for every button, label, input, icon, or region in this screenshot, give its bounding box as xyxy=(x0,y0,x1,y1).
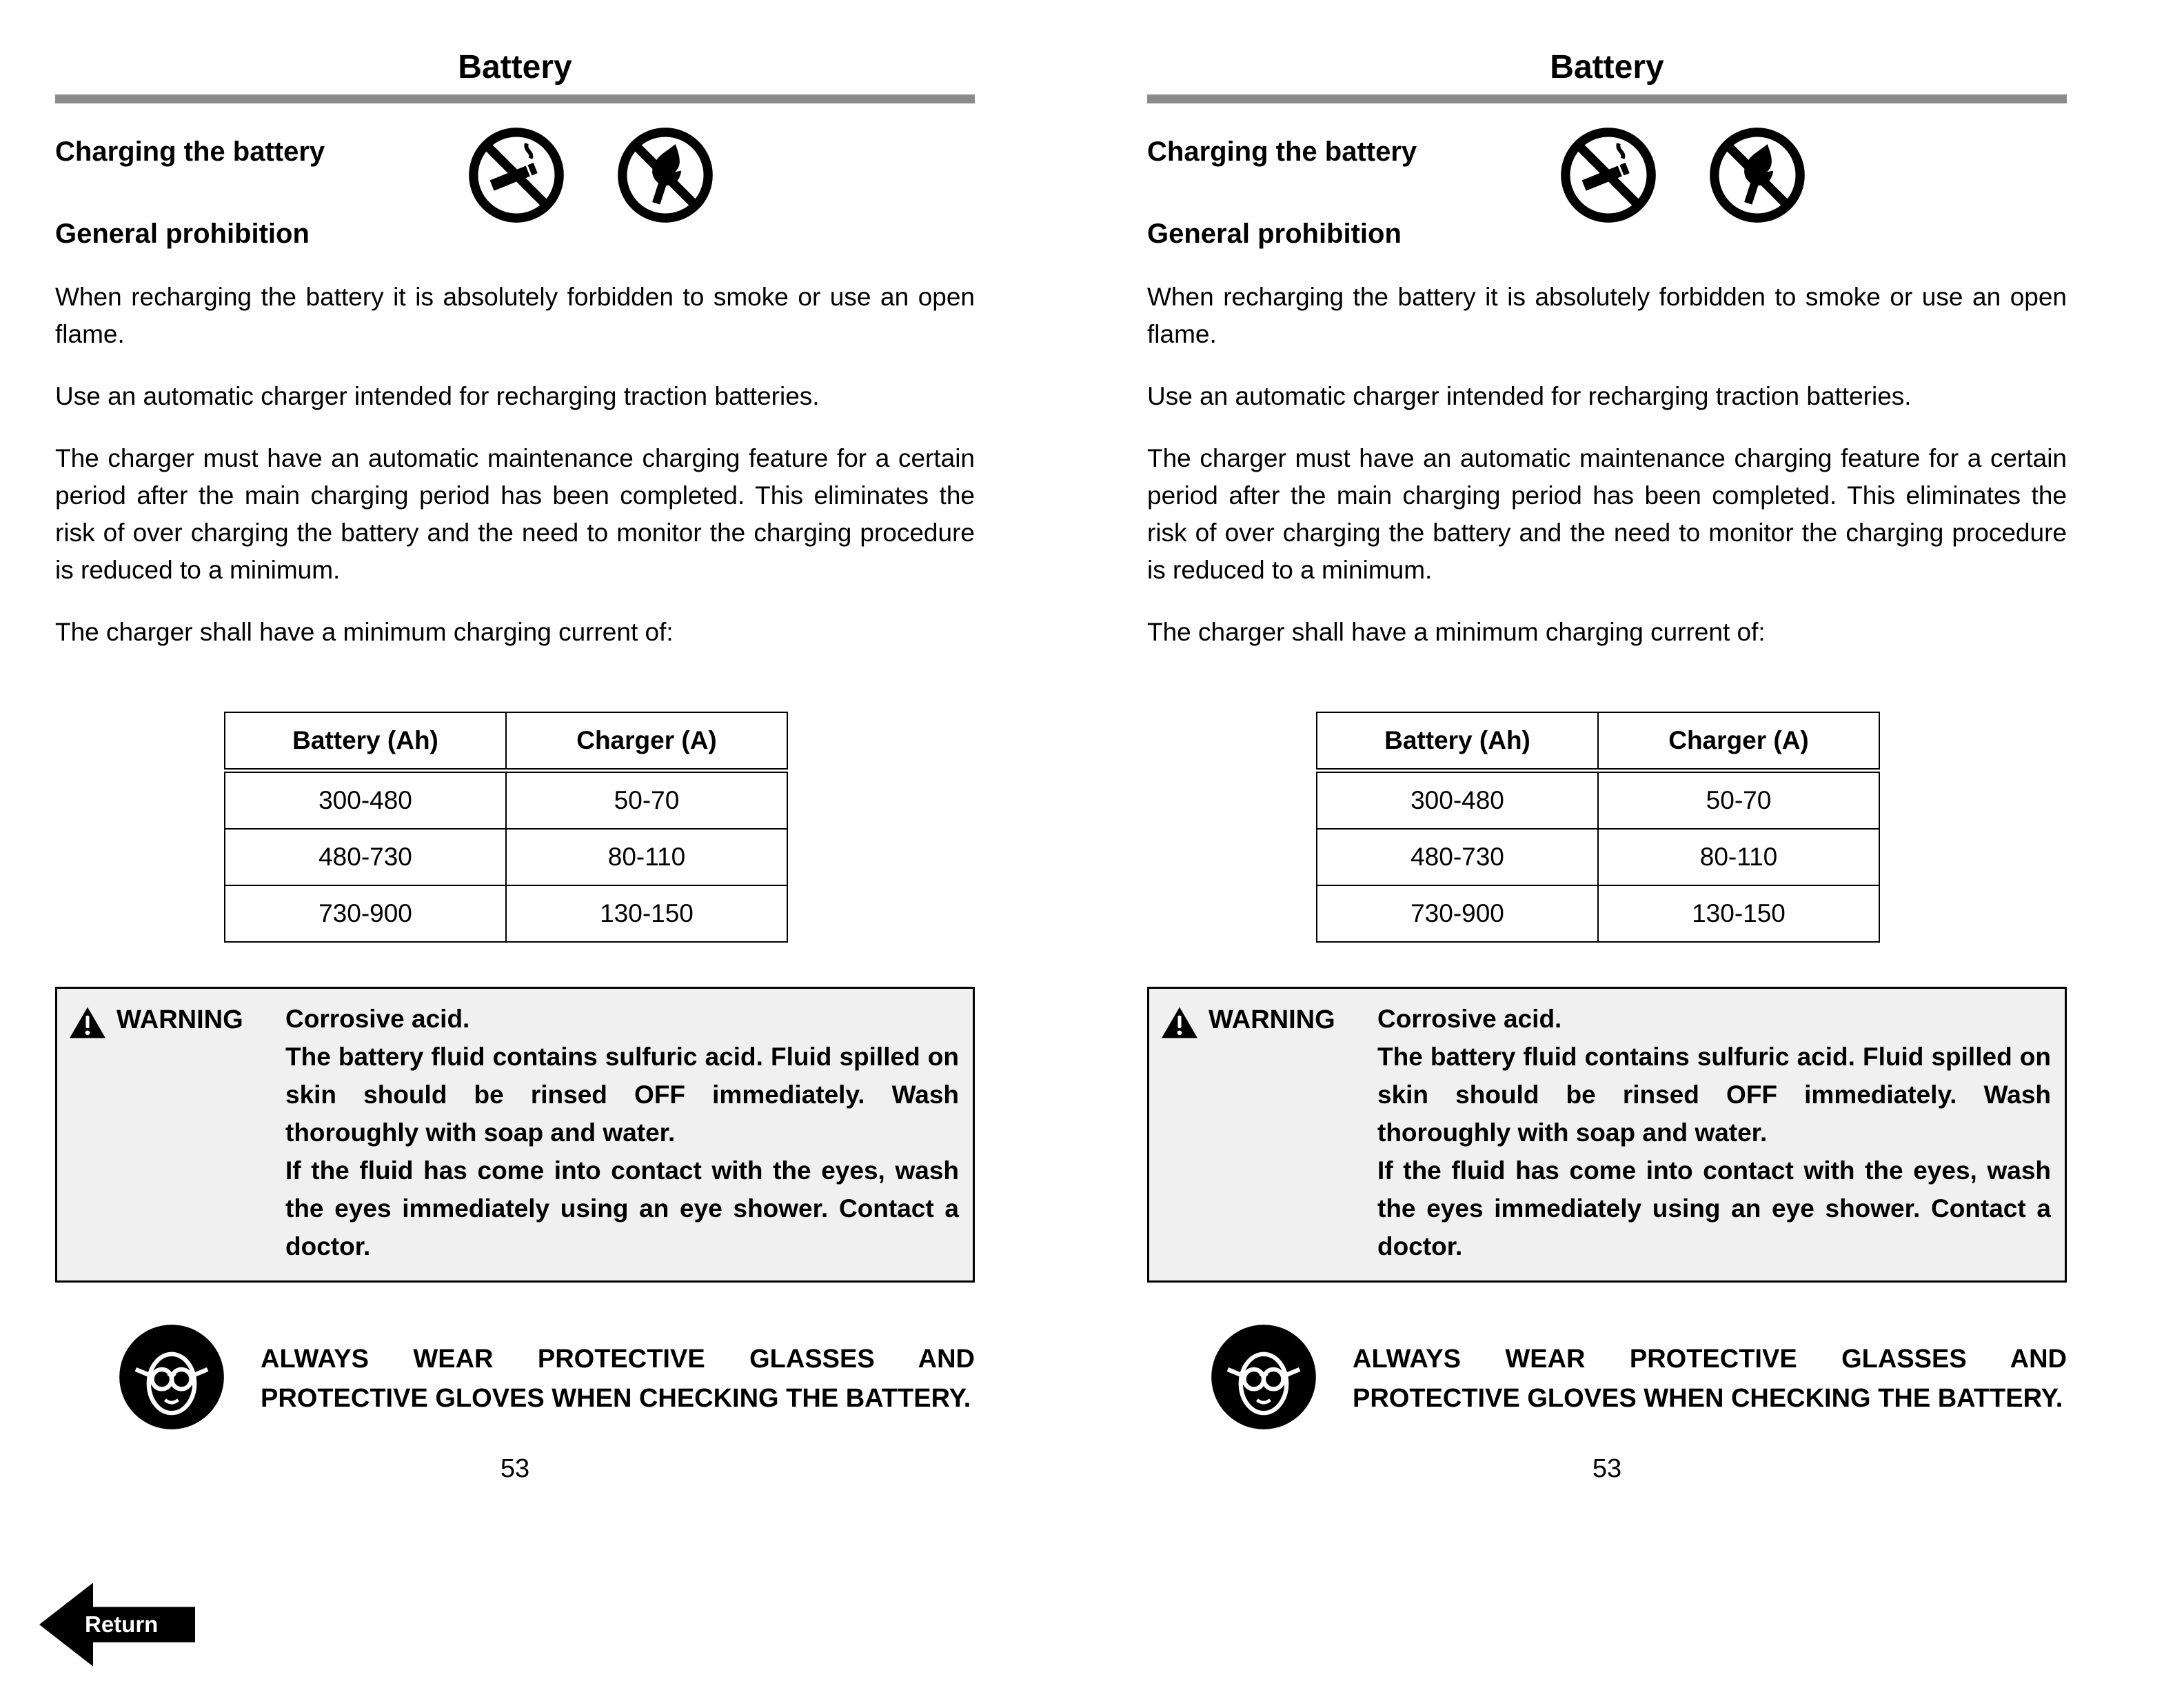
paragraph-maintenance-charging: The charger must have an automatic maintenance charging feature for a certain period after the main charging period has been completed. This eliminates the risk of over charging the battery and the need to monitor the charging procedure is reduced to a minimum. xyxy=(1147,444,2067,584)
paragraph-automatic-charger: Use an automatic charger intended for recharging traction batteries. xyxy=(55,382,820,410)
table-cell: 130-150 xyxy=(506,885,787,942)
table-cell: 80-110 xyxy=(1598,829,1879,885)
title-rule xyxy=(1147,94,2067,103)
heading-charging-the-battery: Charging the battery xyxy=(1147,137,1417,167)
warning-text xyxy=(1377,1000,2051,1265)
table-header-charger: Charger (A) xyxy=(506,712,787,771)
table-cell: 730-900 xyxy=(1317,885,1598,942)
table-cell: 130-150 xyxy=(1598,885,1879,942)
protective-glasses-text: ALWAYS WEAR PROTECTIVE GLASSES AND PROTECTIVE GLOVES WHEN CHECKING THE BATTERY. xyxy=(1353,1344,2067,1413)
charging-current-table xyxy=(1316,712,1880,943)
table-cell: 50-70 xyxy=(1598,771,1879,830)
paragraph-minimum-current: The charger shall have a minimum charging current of: xyxy=(55,618,674,646)
warning-triangle-icon xyxy=(1160,1005,1199,1043)
heading-general-prohibition: General prohibition xyxy=(1147,219,1402,249)
return-button[interactable] xyxy=(38,1576,198,1673)
paragraph-automatic-charger: Use an automatic charger intended for recharging traction batteries. xyxy=(1147,382,1912,410)
no-open-flame-icon xyxy=(614,124,716,230)
table-header-battery: Battery (Ah) xyxy=(1317,712,1598,771)
prohibition-icons xyxy=(465,124,716,230)
table-cell: 480-730 xyxy=(1317,829,1598,885)
protective-glasses-note xyxy=(1147,1323,2067,1435)
paragraph-maintenance-charging: The charger must have an automatic maintenance charging feature for a certain period after the main charging period has been completed. This eliminates the risk of over charging the battery and the need to monitor the charging procedure is reduced to a minimum. xyxy=(55,444,975,584)
protective-glasses-icon xyxy=(1209,1323,1318,1435)
table-header-battery: Battery (Ah) xyxy=(225,712,506,771)
protective-glasses-text: ALWAYS WEAR PROTECTIVE GLASSES AND PROTECTIVE GLOVES WHEN CHECKING THE BATTERY. xyxy=(261,1344,975,1413)
heading-general-prohibition: General prohibition xyxy=(55,219,310,249)
table-row xyxy=(225,829,787,885)
table-row xyxy=(1317,771,1879,830)
table-cell: 480-730 xyxy=(225,829,506,885)
table-header-charger: Charger (A) xyxy=(1598,712,1879,771)
warning-text xyxy=(285,1000,959,1265)
warning-label: WARNING xyxy=(1209,1005,1335,1034)
charging-current-table xyxy=(224,712,788,943)
page-title: Battery xyxy=(458,49,572,86)
prohibition-icons xyxy=(1557,124,1808,230)
warning-header xyxy=(68,1000,285,1265)
paragraph-forbidden-smoke: When recharging the battery it is absolutely forbidden to smoke or use an open flame. xyxy=(55,283,975,348)
warning-line-eyes: If the fluid has come into contact with the eyes, wash the eyes immediately using an eye shower. Contact a doctor. xyxy=(285,1156,959,1260)
table-cell: 730-900 xyxy=(225,885,506,942)
protective-glasses-note xyxy=(55,1323,975,1435)
no-smoking-icon xyxy=(1557,124,1659,230)
table-cell: 80-110 xyxy=(506,829,787,885)
no-open-flame-icon xyxy=(1706,124,1808,230)
table-cell: 300-480 xyxy=(1317,771,1598,830)
heading-charging-the-battery: Charging the battery xyxy=(55,137,325,167)
table-cell: 50-70 xyxy=(506,771,787,830)
warning-header xyxy=(1160,1000,1377,1265)
warning-box xyxy=(55,987,975,1283)
warning-line-sulfuric: The battery fluid contains sulfuric acid. Fluid spilled on skin should be rinsed OFF immediately. Wash thoroughly with soap and water. xyxy=(1377,1043,2051,1147)
protective-glasses-icon xyxy=(117,1323,226,1435)
table-row xyxy=(1317,885,1879,942)
page-title: Battery xyxy=(1550,49,1664,86)
table-row xyxy=(225,771,787,830)
warning-line-corrosive: Corrosive acid. xyxy=(1377,1005,1562,1033)
table-header-row xyxy=(225,712,787,771)
page-number: 53 xyxy=(1592,1454,1622,1483)
return-button-label: Return xyxy=(85,1611,159,1637)
warning-label: WARNING xyxy=(117,1005,243,1034)
section-headings xyxy=(1147,137,2067,250)
title-rule xyxy=(55,94,975,103)
section-headings xyxy=(55,137,975,250)
table-cell: 300-480 xyxy=(225,771,506,830)
no-smoking-icon xyxy=(465,124,567,230)
page-number: 53 xyxy=(500,1454,530,1483)
warning-line-eyes: If the fluid has come into contact with the eyes, wash the eyes immediately using an eye shower. Contact a doctor. xyxy=(1377,1156,2051,1260)
table-row xyxy=(1317,829,1879,885)
warning-box xyxy=(1147,987,2067,1283)
warning-line-sulfuric: The battery fluid contains sulfuric acid. Fluid spilled on skin should be rinsed OFF immediately. Wash thoroughly with soap and water. xyxy=(285,1043,959,1147)
paragraph-forbidden-smoke: When recharging the battery it is absolutely forbidden to smoke or use an open flame. xyxy=(1147,283,2067,348)
paragraph-minimum-current: The charger shall have a minimum charging current of: xyxy=(1147,618,1766,646)
warning-triangle-icon xyxy=(68,1005,107,1043)
manual-page xyxy=(1092,0,2184,1688)
warning-line-corrosive: Corrosive acid. xyxy=(285,1005,470,1033)
table-header-row xyxy=(1317,712,1879,771)
table-row xyxy=(225,885,787,942)
